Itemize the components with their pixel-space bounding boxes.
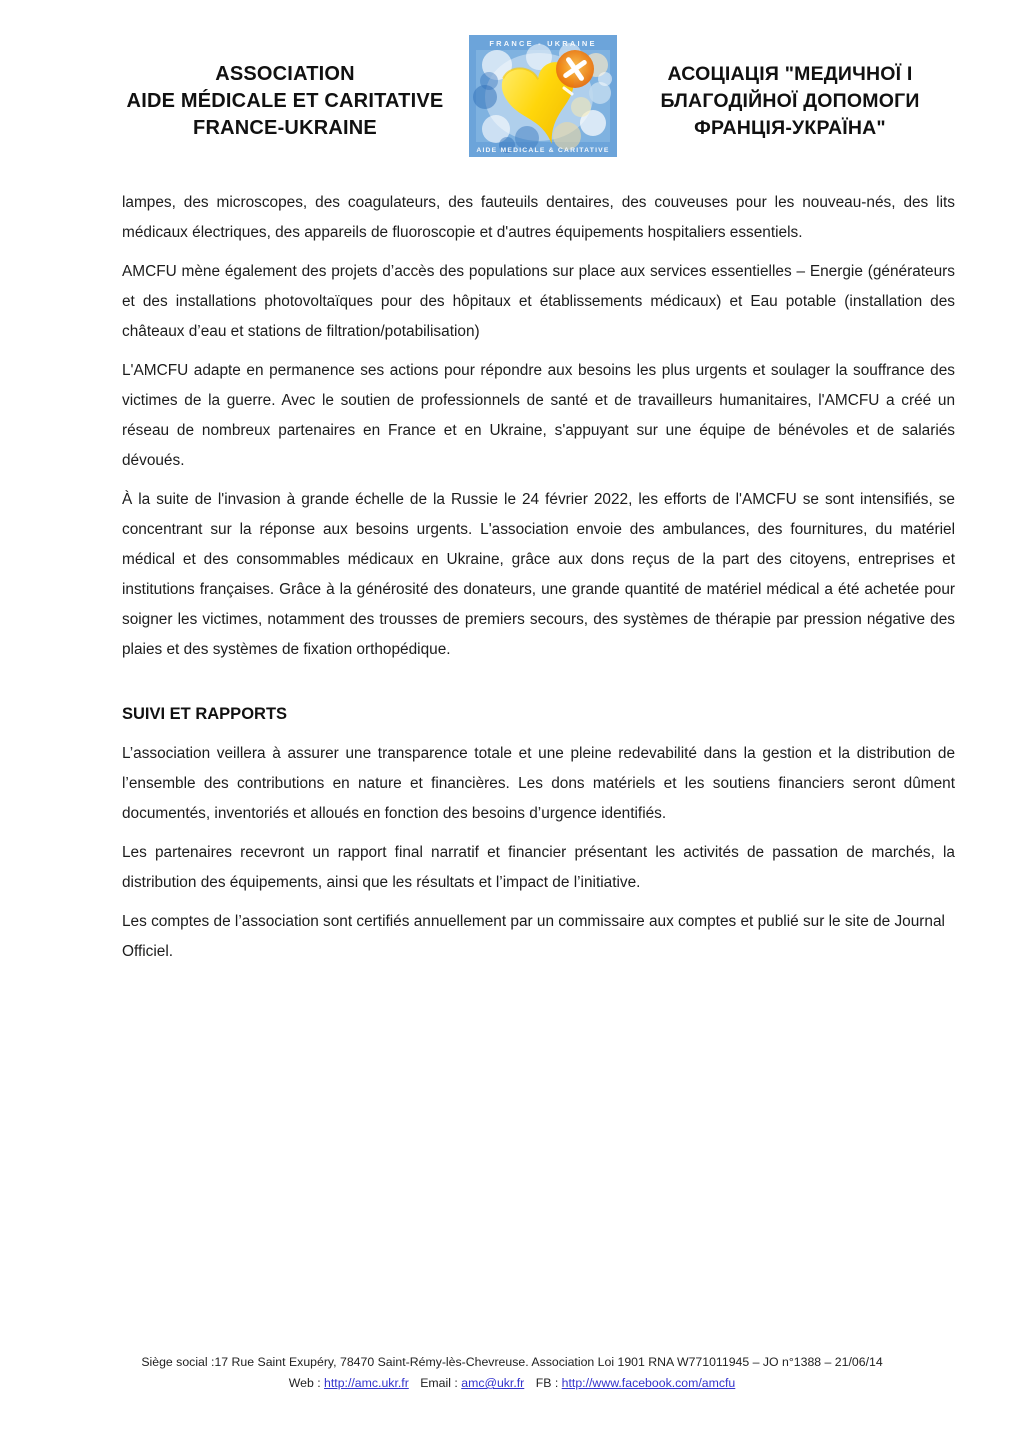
footer-email-label: Email : xyxy=(420,1376,458,1390)
association-title-ukrainian xyxy=(631,35,949,142)
logo-bottom-caption: AIDE MEDICALE & CARITATIVE xyxy=(476,147,610,154)
footer-email-link[interactable]: amc@ukr.fr xyxy=(461,1376,525,1390)
association-title-line: БЛАГОДІЙНОЇ ДОПОМОГИ xyxy=(660,90,920,112)
footer-web-link[interactable]: http://amc.ukr.fr xyxy=(324,1376,409,1390)
association-title-line: ASSOCIATION xyxy=(215,63,355,85)
paragraph-adaptation: L'AMCFU adapte en permanence ses actions pour répondre aux besoins les plus urgents et soulager la souffrance des victimes de la guerre. Avec le soutien de professionnels de santé et de travailleurs humanitaires, l'AMCFU a créé un réseau de nombreux partenaires en France et en Ukraine, s'appuyant sur une équipe de bénévoles et de salariés dévoués. xyxy=(122,362,955,469)
footer-facebook-link[interactable]: http://www.facebook.com/amcfu xyxy=(561,1376,736,1390)
paragraph-equipment-list: lampes, des microscopes, des coagulateurs, des fauteuils dentaires, des couveuses pour les nouveau-nés, des lits médicaux électriques, des appareils de fluoroscopie et d'autres équipements hospitaliers essentiels. xyxy=(122,194,955,241)
footer-web-label: Web : xyxy=(288,1376,321,1390)
page-header xyxy=(115,35,949,157)
association-title-french xyxy=(115,35,455,142)
paragraph-certified-accounts: Les comptes de l’association sont certifiés annuellement par un commissaire aux comptes et publié sur le site de Journal Officiel. xyxy=(122,913,945,960)
logo-top-caption: FRANCE - UKRAINE xyxy=(489,39,597,48)
document-body xyxy=(122,188,955,967)
association-logo-icon xyxy=(469,35,617,157)
section-heading-suivi: SUIVI ET RAPPORTS xyxy=(122,705,288,723)
paragraph-invasion-response: À la suite de l'invasion à grande échelle de la Russie le 24 février 2022, les efforts de l'AMCFU se sont intensifiés, se concentrant sur la réponse aux besoins urgents. L'association envoie des ambulances, des fournitures, du matériel médical et des consommables médicaux en Ukraine, grâce aux dons reçus de la part des citoyens, entreprises et institutions françaises. Grâce à la générosité des donateurs, une grande quantité de matériel médical a été achetée pour soigner les victimes, notamment des trousses de premiers secours, des systèmes de thérapie par pression négative des plaies et des systèmes de fixation orthopédique. xyxy=(122,491,955,658)
footer-fb-label: FB : xyxy=(535,1376,559,1390)
footer-links-line xyxy=(0,1373,1024,1394)
association-title-line: АСОЦІАЦІЯ "МЕДИЧНОЇ І xyxy=(667,63,913,85)
logo-heart-icon xyxy=(469,35,617,157)
page-footer xyxy=(0,1352,1024,1394)
footer-address-line: Siège social :17 Rue Saint Exupéry, 78470 Saint-Rémy-lès-Chevreuse. Association Loi 1901 RNA W771011945 – JO n°1388 – 21/06/14 xyxy=(141,1355,883,1369)
paragraph-transparency: L’association veillera à assurer une transparence totale et une pleine redevabilité dans la gestion et la distribution de l’ensemble des contributions en nature et financières. Les dons matériels et les soutiens financiers seront dûment documentés, inventoriés et alloués en fonction des besoins d’urgence identifiés. xyxy=(122,745,955,822)
association-title-line: AIDE MÉDICALE ET CARITATIVE xyxy=(126,90,444,112)
association-title-line: FRANCE-UKRAINE xyxy=(193,117,377,139)
paragraph-access-projects: AMCFU mène également des projets d’accès des populations sur place aux services essentielles – Energie (générateurs et des installations photovoltaïques pour des hôpitaux et établissements médicaux) et Eau potable (installation des châteaux d’eau et stations de filtration/potabilisation) xyxy=(122,263,955,340)
paragraph-final-report: Les partenaires recevront un rapport final narratif et financier présentant les activités de passation de marchés, la distribution des équipements, ainsi que les résultats et l’impact de l’initiative. xyxy=(122,844,955,891)
association-title-line: ФРАНЦІЯ-УКРАЇНА" xyxy=(694,117,886,139)
